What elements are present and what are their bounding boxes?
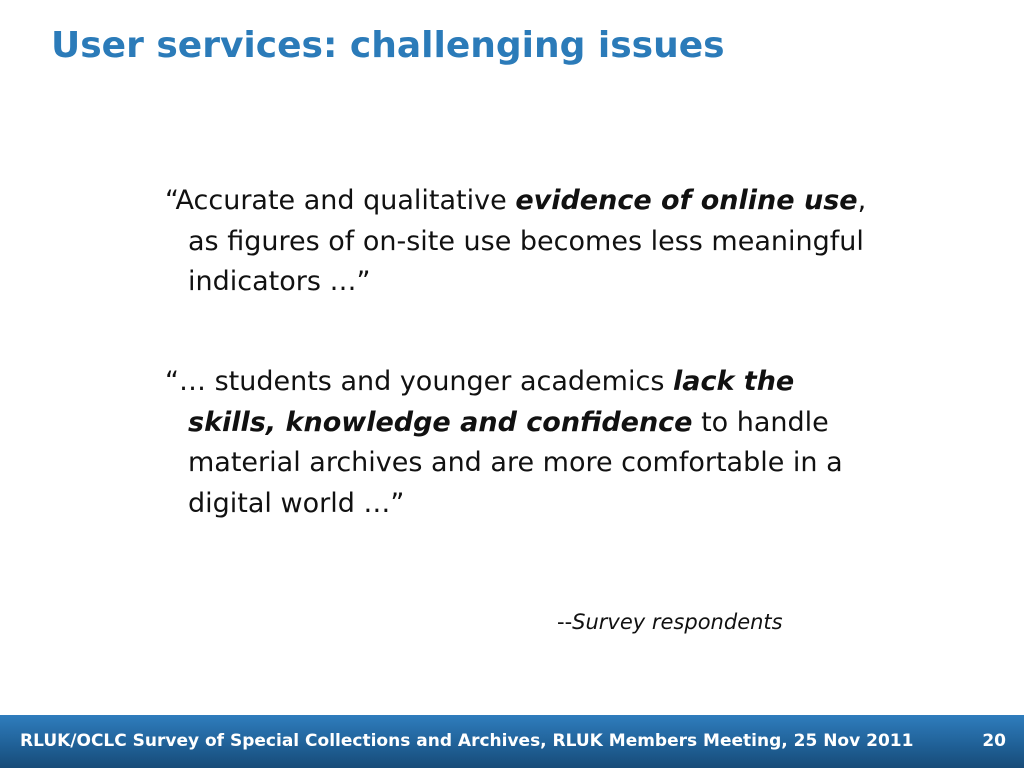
quote-text-after: , as figures of on-site use becomes less meaningful indicators …” <box>188 185 867 297</box>
quote-text-after: to handle material archives and are more comfortable in a digital world …” <box>188 406 843 519</box>
quote-attribution <box>557 607 783 637</box>
attribution-source: Survey respondents <box>572 610 783 634</box>
quote-first <box>165 181 868 303</box>
footer-text: RLUK/OCLC Survey of Special Collections and Archives, RLUK Members Meeting, 25 Nov 2011 <box>20 731 914 751</box>
quote-open-mark: “ <box>165 185 176 216</box>
quote-emphasis: lack the skills, knowledge and confidence <box>188 366 795 438</box>
quote-second <box>165 362 868 524</box>
quote-text-before: Accurate and qualitative <box>175 185 516 216</box>
page-number: 20 <box>982 731 1006 751</box>
quote-open-mark: “ <box>165 366 179 397</box>
slide-title: User services: challenging issues <box>51 25 725 66</box>
quote-emphasis: evidence of online use <box>515 185 858 216</box>
footer-bar <box>0 715 1024 768</box>
quote-text-before: … students and younger academics <box>179 366 673 397</box>
attribution-dashes: -- <box>557 610 573 634</box>
